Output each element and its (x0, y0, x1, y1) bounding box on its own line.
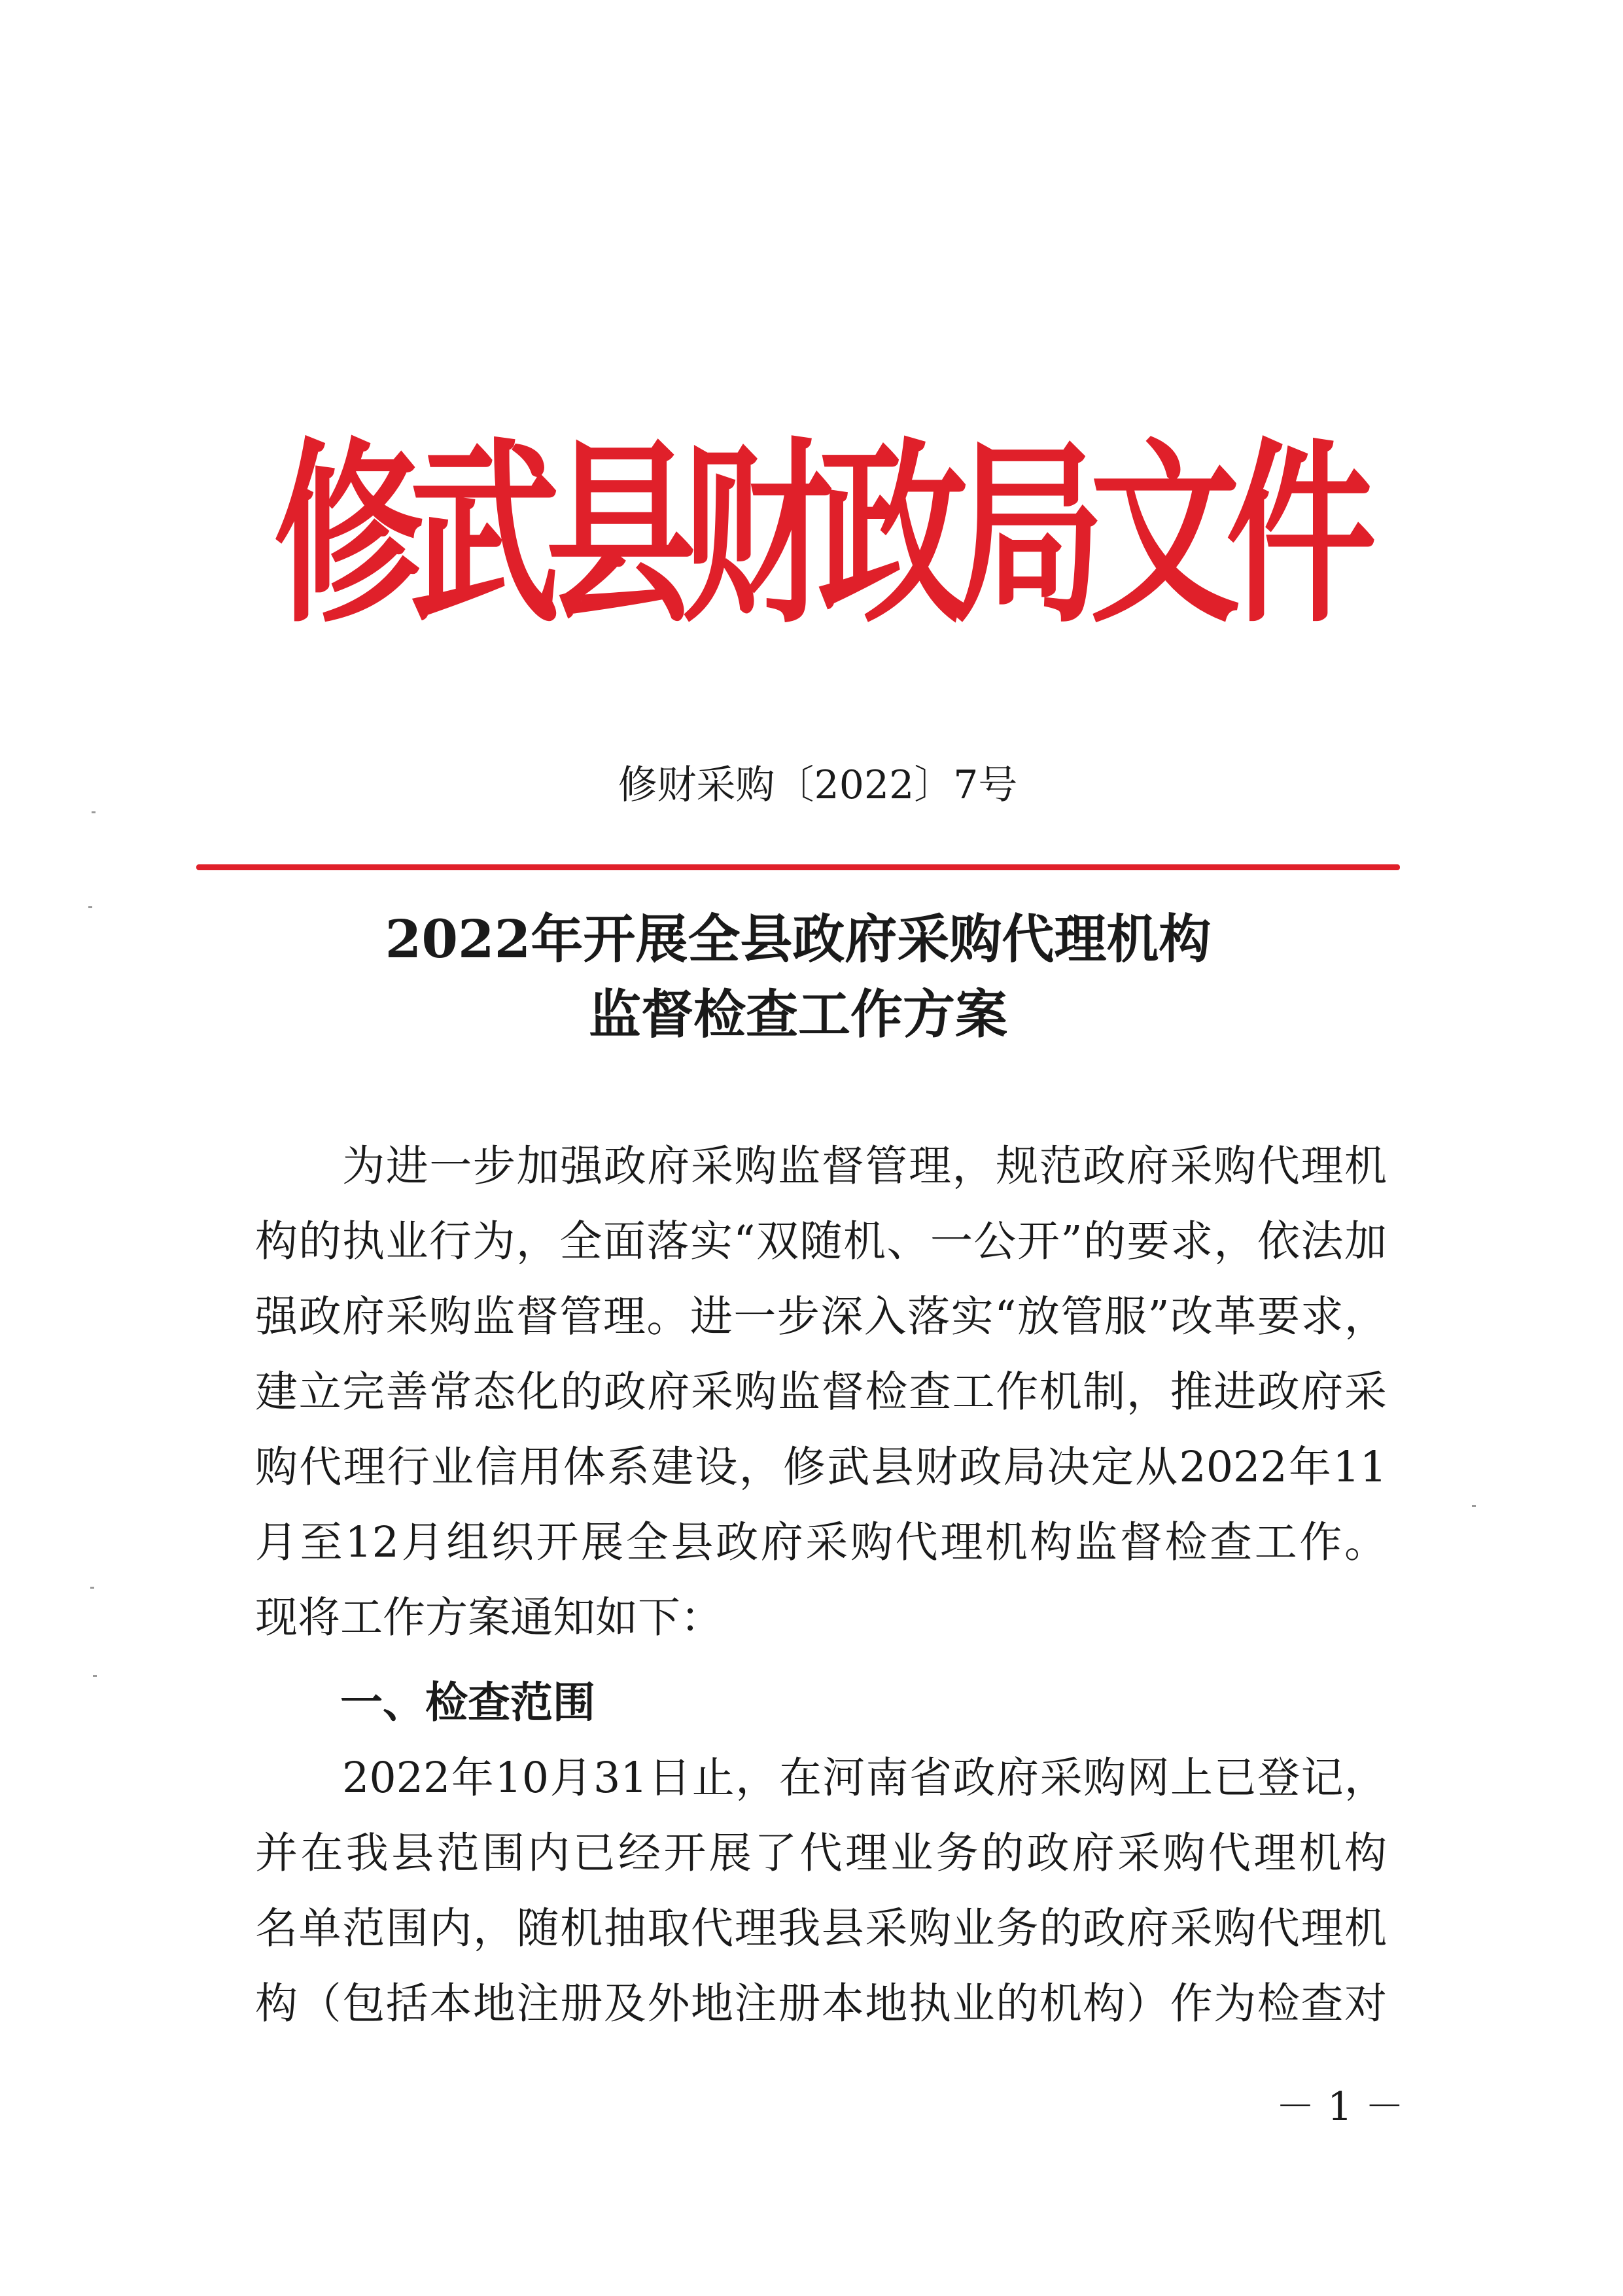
scope-paragraph (255, 1740, 1387, 2041)
paragraph-line: 现将工作方案通知如下： (255, 1593, 724, 1642)
document-number: 修财采购〔2022〕7号 (618, 762, 1018, 808)
paragraph-line: 建立完善常态化的政府采购监督检查工作机制，推进政府采 (255, 1368, 1387, 1417)
scan-speck (93, 1675, 97, 1677)
scan-speck (92, 811, 96, 813)
red-divider-line (196, 864, 1400, 870)
document-title-line-1: 2022年开展全县政府采购代理机构 (385, 908, 1212, 970)
scan-speck (90, 1587, 94, 1589)
paragraph-line: 为进一步加强政府采购监督管理，规范政府采购代理机 (255, 1142, 1387, 1191)
paragraph-line: 并在我县范围内已经开展了代理业务的政府采购代理机构 (255, 1829, 1387, 1878)
document-title-line-2: 监督检查工作方案 (589, 983, 1007, 1045)
paragraph-line: 强政府采购监督管理。进一步深入落实“放管服”改革要求， (255, 1292, 1387, 1341)
intro-paragraph (255, 1129, 1387, 1655)
page-number: － 1 － (1276, 2084, 1405, 2130)
paragraph-line: 构（包括本地注册及外地注册本地执业的机构）作为检查对 (255, 1979, 1387, 2028)
masthead-title: 修武县财政局文件 (273, 422, 1362, 650)
paragraph-line: 购代理行业信用体系建设，修武县财政局决定从2022年11 (255, 1443, 1387, 1492)
section-heading-scope: 一、检查范围 (340, 1678, 596, 1727)
scan-speck (88, 906, 92, 908)
paragraph-line: 月至12月组织开展全县政府采购代理机构监督检查工作。 (255, 1518, 1387, 1567)
paragraph-line: 2022年10月31日止，在河南省政府采购网上已登记， (255, 1754, 1387, 1803)
scan-speck (1472, 1505, 1476, 1507)
paragraph-line: 名单范围内，随机抽取代理我县采购业务的政府采购代理机 (255, 1904, 1387, 1953)
paragraph-line: 构的执业行为，全面落实“双随机、一公开”的要求，依法加 (255, 1217, 1387, 1266)
